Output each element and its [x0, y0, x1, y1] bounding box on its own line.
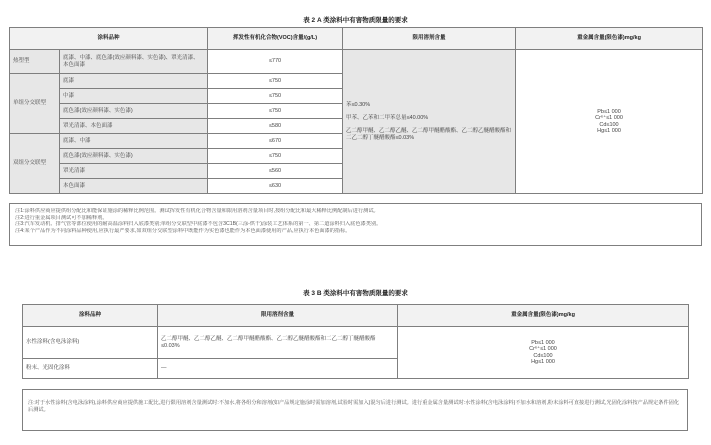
metal-cd: Cd≤100: [599, 121, 619, 128]
table2: [9, 27, 703, 194]
voc-cell: ≤580: [208, 119, 343, 134]
note-text: 注:对于水性涂料(含电泳涂料),涂料供应商应提供施工配比,进行限用溶剂含量测试时:不加水,将各组分和溶剂(如产品规定施涂时需加溶剂,试验时需加入)混匀后进行测试。进行重金属含量测试时:水性涂料(含电泳涂料)不加水和溶剂,粉末涂料可直接进行测试,光固化涂料按产品规定条件固化后测试。: [28, 400, 680, 413]
voc-cell: ≤670: [208, 134, 343, 149]
solvent-cell: 乙二醇甲醚、乙二醇乙醚、乙二醇甲醚醋酸酯、乙二醇乙醚醋酸酯和二乙二醇丁醚醋酸酯≤0.03%: [158, 327, 398, 359]
variety-cell: 罩光清漆: [60, 164, 208, 179]
header-variety: 涂料品种: [10, 28, 208, 50]
variety-cell: 底漆、中漆: [60, 134, 208, 149]
variety-cell: 罩光清漆、本色面漆: [60, 119, 208, 134]
metal-hg: Hg≤1 000: [597, 128, 621, 134]
voc-cell: ≤750: [208, 74, 343, 89]
voc-cell: ≤750: [208, 149, 343, 164]
table2-caption: 表 2 A 类涂料中有害物质限量的要求: [303, 17, 408, 24]
table3: [22, 304, 689, 379]
solvent-cell: —: [158, 359, 398, 379]
metal-pb: Pb≤1 000: [597, 108, 621, 115]
note-line: 注2:进行重金属项目测试可不加稀释剂。: [15, 214, 108, 221]
metals-cell: [516, 50, 703, 194]
header-metals: 重金属含量(限色漆)mg/kg: [516, 28, 703, 50]
solvent-toluene: 甲苯、乙苯和二甲苯总量≤40.00%: [346, 114, 429, 121]
table-row: [10, 50, 703, 74]
variety-cell: 本色面漆: [60, 179, 208, 194]
table-row: [23, 327, 689, 359]
header-metals: 重金属含量(限色漆)mg/kg: [398, 305, 689, 327]
solvent-ethers: 乙二醇甲醚、乙二醇乙醚、乙二醇甲醚醋酸酯、乙二醇乙醚醋酸酯和二乙二醇丁醚醋酸酯≤0.03%: [346, 127, 512, 141]
solvent-cell: [343, 50, 516, 194]
table3-note: [22, 389, 688, 431]
variety-cell: 底色漆(效应颜料漆、实色漆): [60, 149, 208, 164]
variety-cell: 底漆、中漆、底色漆(效应颜料漆、实色漆)、罩光清漆、本色面漆: [60, 50, 208, 74]
header-solvent: 限用溶剂含量: [343, 28, 516, 50]
metal-cd: Cd≤100: [533, 352, 553, 359]
voc-cell: ≤770: [208, 50, 343, 74]
group-two: 双组分交联型: [10, 134, 60, 194]
voc-cell: ≤750: [208, 104, 343, 119]
variety-cell: 底漆: [60, 74, 208, 89]
table2-header-row: [10, 28, 703, 50]
table2-notes: [9, 203, 702, 246]
voc-cell: ≤630: [208, 179, 343, 194]
variety-cell: 底色漆(效应颜料漆、实色漆): [60, 104, 208, 119]
note-line: 注1:涂料供应商应提供组分配比和能保证施涂的稀释比例范围。测试挥发性有机化合物含量和限用溶剂含量项目时,按组分配比和最大稀释比例配制后进行测试。: [15, 208, 379, 214]
voc-cell: ≤560: [208, 164, 343, 179]
table3-header-row: [23, 305, 689, 327]
metals-cell: [398, 327, 689, 379]
variety-cell: 水性涂料(含电泳涂料): [23, 327, 158, 359]
header-variety: 涂料品种: [23, 305, 158, 327]
metal-pb: Pb≤1 000: [531, 339, 555, 346]
header-voc: 挥发性有机化合物(VOC)含量/(g/L): [208, 28, 343, 50]
voc-cell: ≤750: [208, 89, 343, 104]
group-thermoplastic: 热塑型: [10, 50, 60, 74]
note-line: 注3:汽车发动机、排气管等部位使用的耐高温涂料归入底漆类别;单组分交联型中底漆不包含3C1B(三涂-烘干)涂装工艺体系的第一、第二道涂料归入底色漆类别。: [15, 221, 382, 228]
table3-caption: 表 3 B 类涂料中有害物质限量的要求: [303, 290, 408, 297]
metal-hg: Hg≤1 000: [531, 359, 555, 365]
header-solvent: 限用溶剂含量: [158, 305, 398, 327]
solvent-benzene: 苯≤0.30%: [346, 101, 371, 108]
metal-cr: Cr⁶⁺≤1 000: [595, 115, 623, 121]
group-single: 单组分交联型: [10, 74, 60, 134]
note-line: 注4:某个产品作为不同涂料品种使用,应执行最严要求,如双组分交联型涂料中既能作为实色漆也能作为本色面漆使用的产品,应执行本色面漆的指标。: [15, 227, 351, 234]
variety-cell: 中漆: [60, 89, 208, 104]
variety-cell: 粉末、光固化涂料: [23, 359, 158, 379]
metal-cr: Cr⁶⁺≤1 000: [529, 346, 557, 352]
